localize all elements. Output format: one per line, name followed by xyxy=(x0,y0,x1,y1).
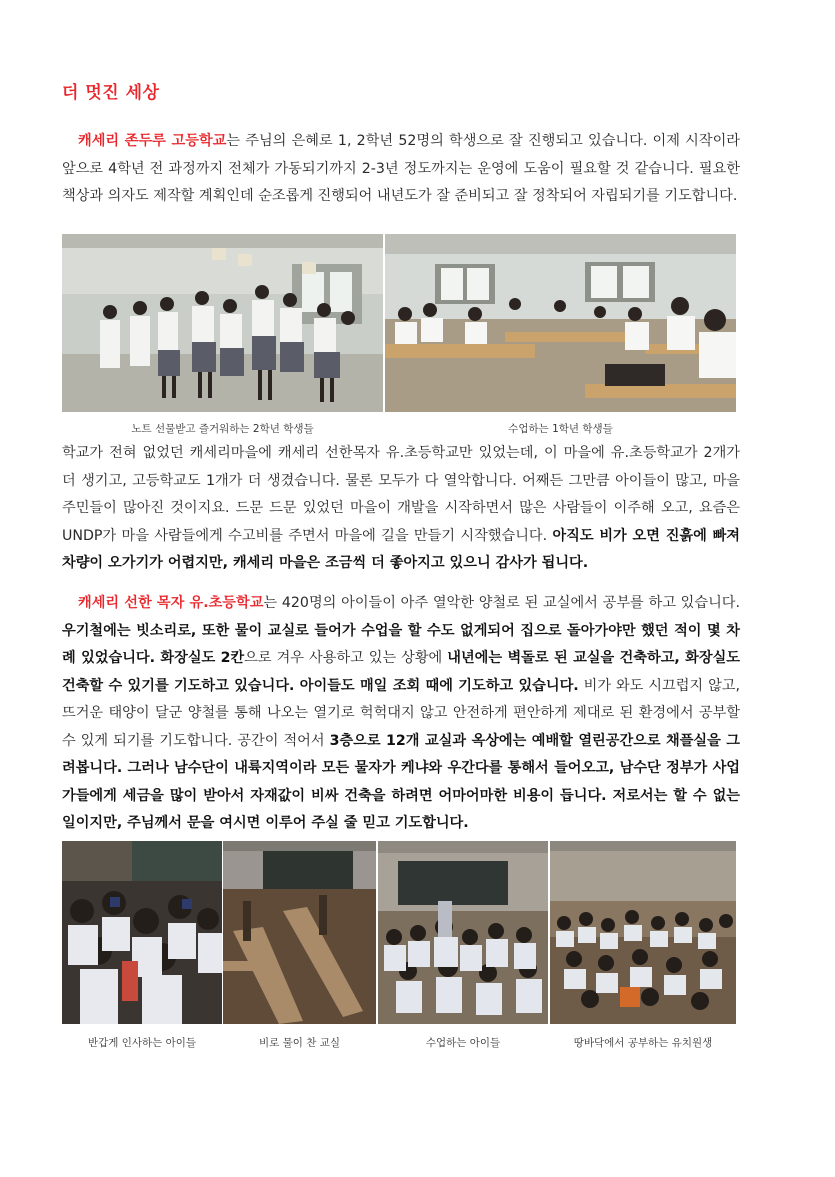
school-name-primary: 캐세리 선한 목자 유.초등학교 xyxy=(78,595,264,611)
paragraph-bold-text: 내년에는 벽돌로 된 교실을 건축하고, 화장실도 건축할 수 있기를 기도하고 있습니다. 아이들도 매일 조회 때에 기도하고 있습니다. xyxy=(62,650,741,694)
photo-children-greeting xyxy=(62,841,222,1024)
paragraph-text: 는 420명의 아이들이 아주 열악한 양철로 된 교실에서 공부를 하고 있습니다. xyxy=(263,595,740,611)
school-name-high: 캐세리 존두루 고등학교 xyxy=(78,133,227,149)
photo-first-year-class xyxy=(385,234,736,412)
paragraph-high-school xyxy=(62,128,740,211)
paragraph-primary-school xyxy=(62,590,740,838)
photo-caption: 수업하는 1학년 학생들 xyxy=(508,423,613,435)
paragraph-text: 비가 와도 시끄럽지 않고, 뜨거운 태양이 달군 양철를 통해 나오는 열기로 헉헉대지 않고 안전하게 편안하게 제대로 된 환경에서 공부할 수 있게 되기를 기도합니다. 공간이 적어서 xyxy=(62,677,740,749)
photo-caption: 노트 선물받고 즐거워하는 2학년 학생들 xyxy=(131,423,314,435)
photo-students-with-notebooks xyxy=(62,234,383,412)
paragraph-village xyxy=(62,440,740,578)
paragraph-bold-text: 3층으로 12개 교실과 옥상에는 예배할 열린공간으로 채플실을 그려봅니다. 그러나 남수단이 내륙지역이라 모든 물자가 케냐와 우간다를 통해서 들어오고, 남수단 정부가 사업가들에게 세금을 많이 받아서 자재값이 비싸 건축을 하려면 어마어마한 비용이 듭니다. 저로서는 할 수 없는 일이지만, 주님께서 문을 여시면 이루어 주실 줄 믿고 기도합니다. xyxy=(62,732,740,831)
photo-caption: 땅바닥에서 공부하는 유치원생 xyxy=(573,1037,713,1049)
photo-caption: 비로 물이 찬 교실 xyxy=(258,1037,340,1049)
page-title: 더 멋진 세상 xyxy=(62,83,160,103)
photo-caption: 수업하는 아이들 xyxy=(425,1037,501,1049)
photo-children-in-class xyxy=(378,841,548,1024)
paragraph-text: 는 주님의 은혜로 1, 2학년 52명의 학생으로 잘 진행되고 있습니다. 이제 시작이라 앞으로 4학년 전 과정까지 전체가 가동되기까지 2-3년 정도까지는 운영에 도움이 필요할 것 같습니다. 필요한 책상과 의자도 제작할 계획인데 순조롭게 진행되어 내년도가 잘 준비되고 잘 정착되어 자립되기를 기도합니다. xyxy=(62,133,740,204)
photo-kindergarten-on-floor xyxy=(550,841,736,1024)
paragraph-text: 학교가 전혀 없었던 캐세리마을에 캐세리 선한목자 유.초등학교만 있었는데, 이 마을에 유.초등학교가 2개가 더 생기고, 고등학교도 1개가 더 생겼습니다. 물론 모두가 다 열악합니다. 어째든 그만큼 아이들이 많고, 마을주민들이 많아진 것이지요. 드문 드문 있었던 마을이 개발을 시작하면서 많은 사람들이 이주해 오고, 요즘은 UNDP가 마을 사람들에게 수고비를 주면서 마을에 길을 만들기 시작했습니다. xyxy=(62,445,740,544)
paragraph-bold-text: 우기철에는 빗소리로, 또한 물이 교실로 들어가 수업을 할 수도 없게되어 집으로 돌아가야만 했던 적이 몇 차례 있었습니다. 화장실도 2칸 xyxy=(62,622,740,666)
photo-flooded-classroom xyxy=(223,841,376,1024)
paragraph-text: 으로 겨우 사용하고 있는 상황에 xyxy=(244,650,448,666)
paragraph-bold-text: 아직도 비가 오면 진흙에 빠져 차량이 오가기가 어렵지만, 캐세리 마을은 조금씩 더 좋아지고 있으니 감사가 됩니다. xyxy=(62,527,740,571)
photo-caption: 반갑게 인사하는 아이들 xyxy=(87,1037,197,1049)
